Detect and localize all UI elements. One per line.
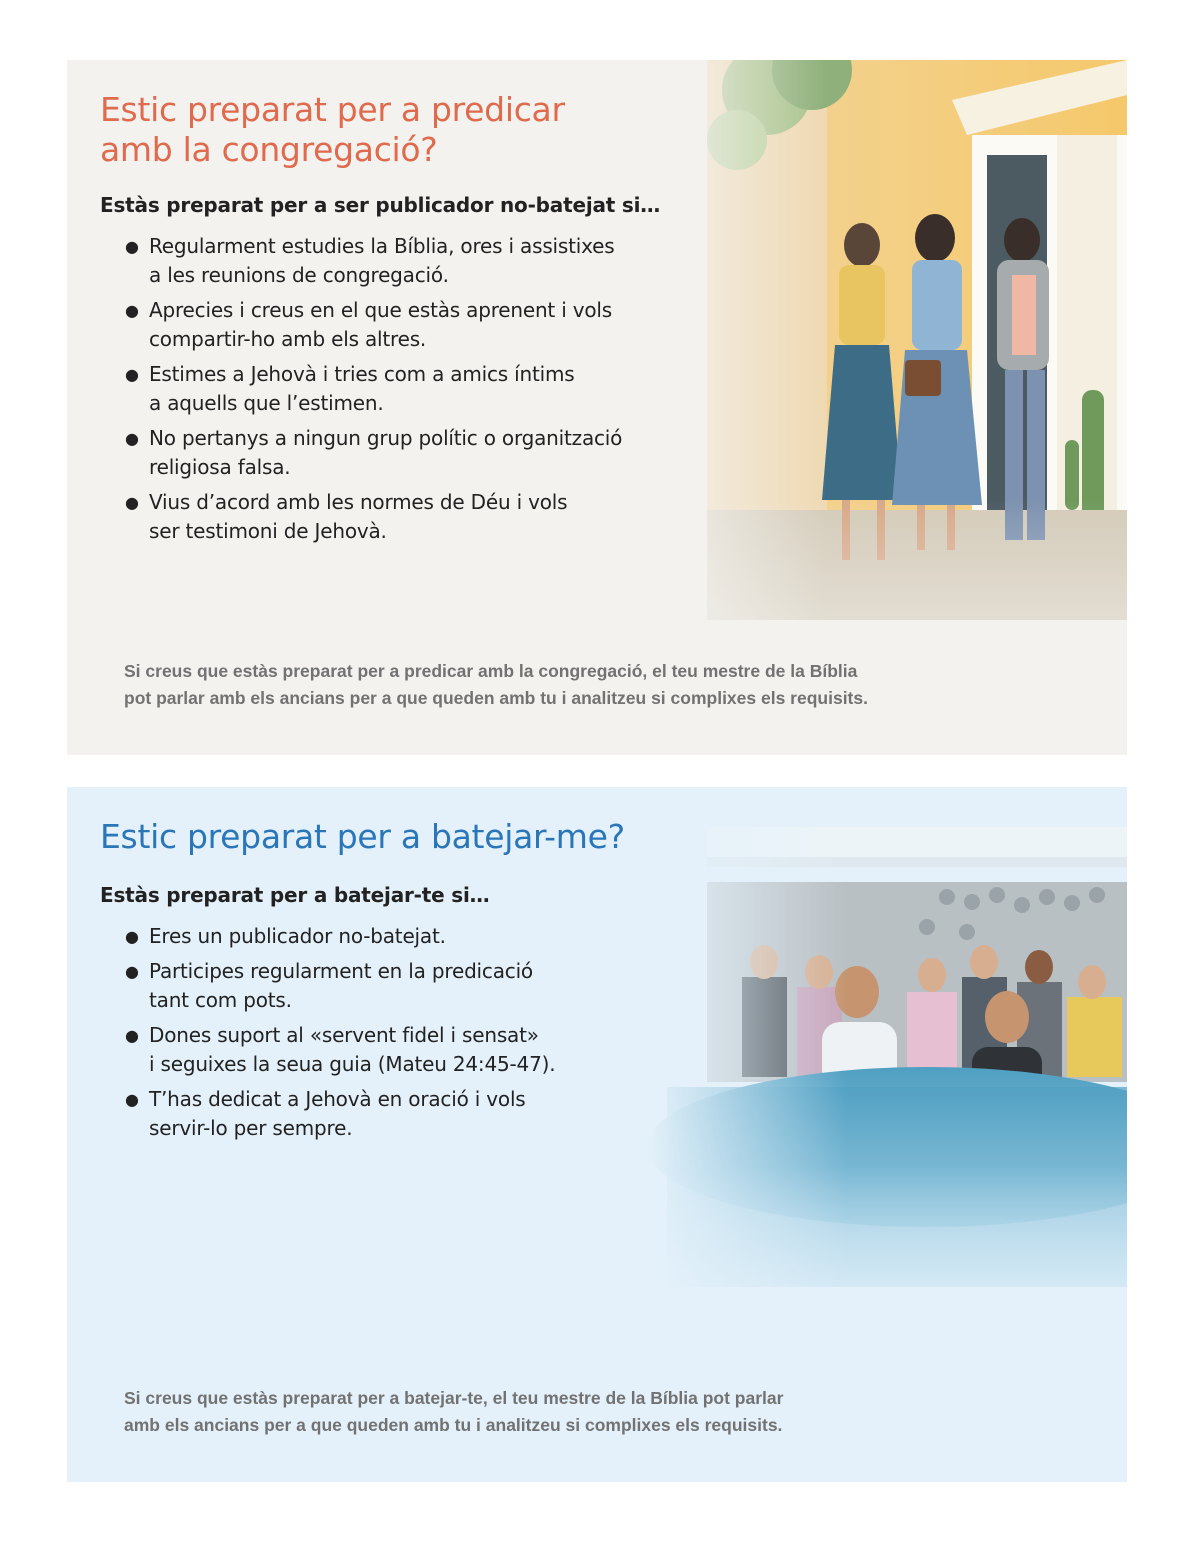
section-baptism-card	[67, 787, 1127, 1482]
list-item-text: Eres un publicador no-batejat.	[149, 924, 446, 948]
list-item	[125, 232, 685, 290]
list-item-text: T’has dedicat a Jehovà en oració i vols servir-lo per sempre.	[149, 1087, 526, 1140]
requirements-list	[125, 232, 685, 552]
bullet-icon: ●	[125, 429, 139, 448]
list-item-text: Dones suport al «servent fidel i sensat» i seguixes la seua guia (Mateu 24:45-47).	[149, 1023, 556, 1076]
list-item	[125, 957, 585, 1015]
list-item	[125, 922, 585, 951]
bullet-icon: ●	[125, 365, 139, 384]
section-lead: Estàs preparat per a batejar-te si…	[100, 883, 490, 907]
bullet-icon: ●	[125, 301, 139, 320]
list-item	[125, 488, 685, 546]
section-title: Estic preparat per a predicar amb la congregació?	[100, 90, 565, 169]
section-preach-card	[67, 60, 1127, 755]
requirements-list	[125, 922, 585, 1149]
list-item	[125, 1085, 585, 1143]
list-item	[125, 1021, 585, 1079]
list-item-text: Vius d’acord amb les normes de Déu i vols ser testimoni de Jehovà.	[149, 490, 568, 543]
list-item-text: Participes regularment en la predicació tant com pots.	[149, 959, 533, 1012]
list-item-text: Aprecies i creus en el que estàs aprenent i vols compartir-ho amb els altres.	[149, 298, 612, 351]
bullet-icon: ●	[125, 1090, 139, 1109]
bullet-icon: ●	[125, 237, 139, 256]
list-item-text: Regularment estudies la Bíblia, ores i assistixes a les reunions de congregació.	[149, 234, 615, 287]
bullet-icon: ●	[125, 962, 139, 981]
section-note: Si creus que estàs preparat per a predicar amb la congregació, el teu mestre de la Bíblia pot parlar amb els ancians per a que queden amb tu i analitzeu si complixes els requisits.	[124, 661, 868, 708]
section-title: Estic preparat per a batejar-me?	[100, 817, 625, 856]
section-note: Si creus que estàs preparat per a batejar-te, el teu mestre de la Bíblia pot parlar amb els ancians per a que queden amb tu i analitzeu si complixes els requisits.	[124, 1388, 784, 1435]
list-item-text: No pertanys a ningun grup polític o organització religiosa falsa.	[149, 426, 623, 479]
section-lead: Estàs preparat per a ser publicador no-batejat si…	[100, 193, 661, 217]
list-item	[125, 296, 685, 354]
bullet-icon: ●	[125, 493, 139, 512]
list-item	[125, 360, 685, 418]
bullet-icon: ●	[125, 927, 139, 946]
list-item-text: Estimes a Jehovà i tries com a amics íntims a aquells que l’estimen.	[149, 362, 575, 415]
list-item	[125, 424, 685, 482]
bullet-icon: ●	[125, 1026, 139, 1045]
